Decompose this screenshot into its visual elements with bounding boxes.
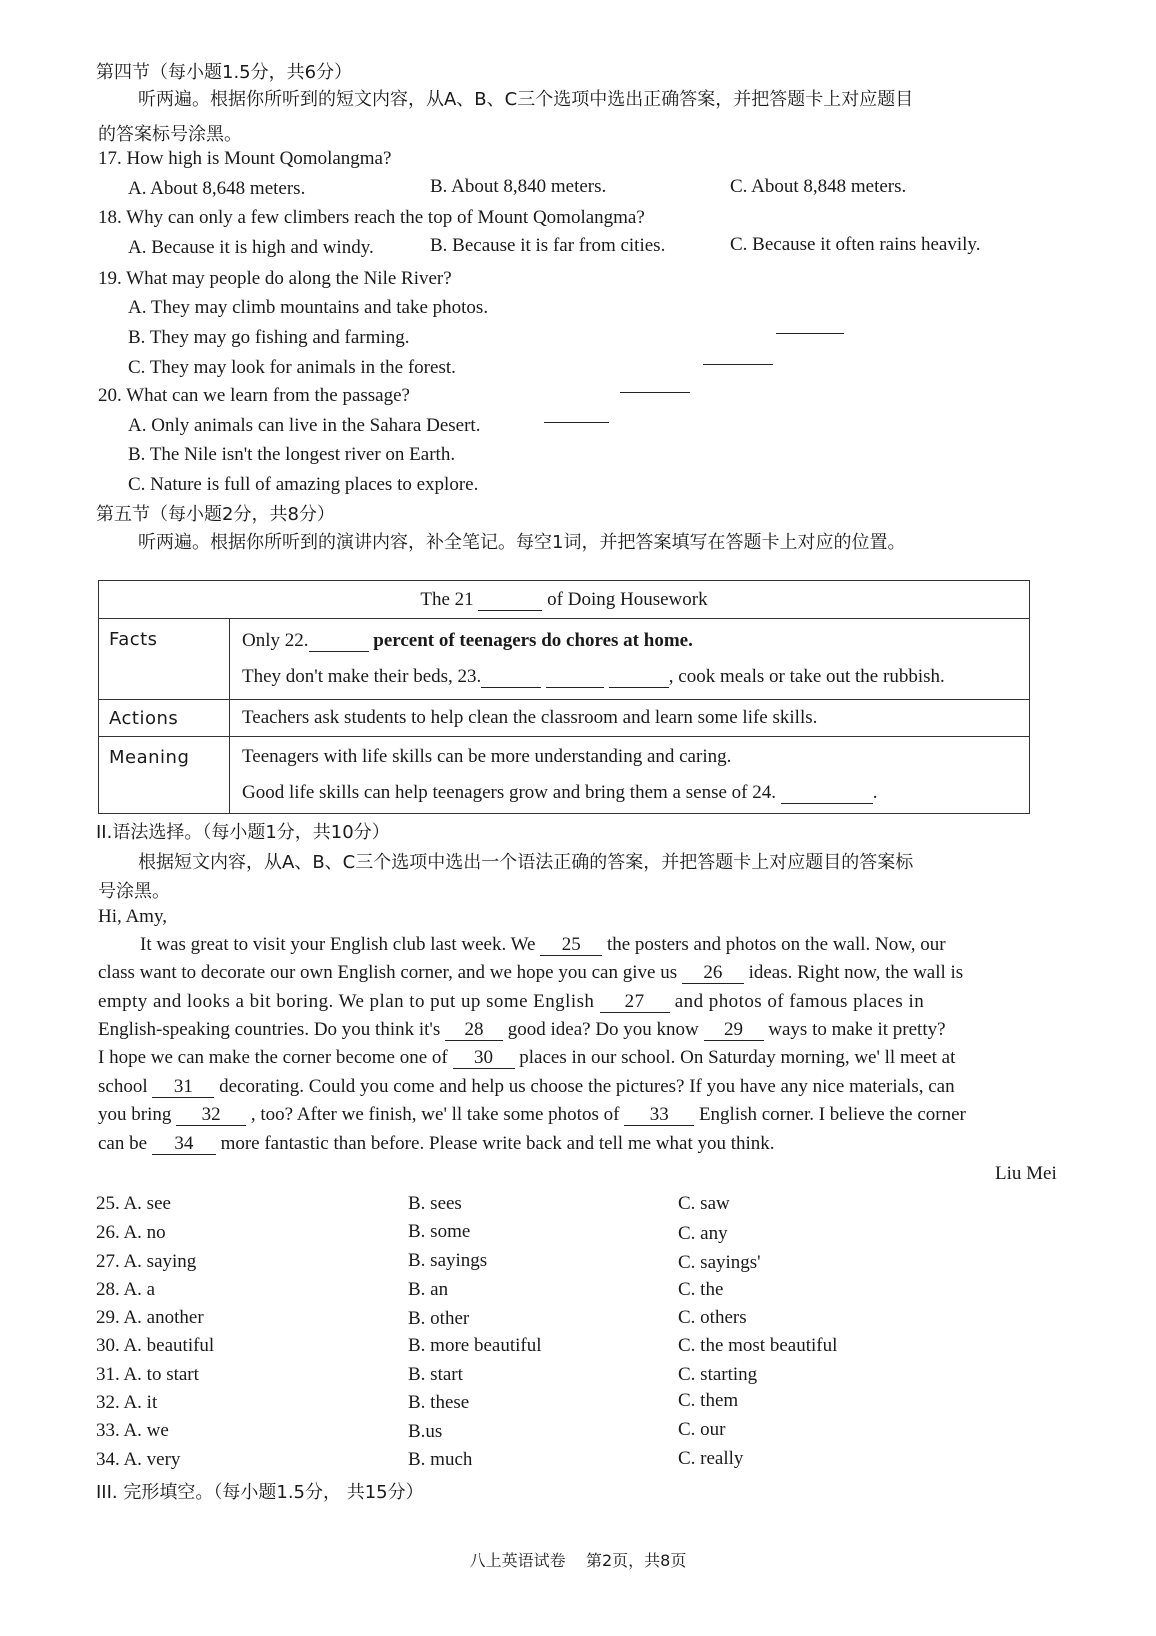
q18-option-a: A. Because it is high and windy. [128, 237, 374, 258]
option-row-33-c: C. our [678, 1419, 726, 1440]
q19-option-c: C. They may look for animals in the forest. [128, 357, 456, 378]
passage-line-8 [98, 1133, 775, 1155]
passage-text: the posters and photos on the wall. Now, our [606, 934, 946, 955]
section4-instructions-line1: 听两遍。根据你所听到的短文内容，从A、B、C三个选项中选出正确答案，并把答题卡上对应题目 [138, 89, 914, 110]
option-row-26-b: B. some [408, 1221, 471, 1242]
option-row-27-c: C. sayings' [678, 1252, 761, 1273]
section4-instructions-line2: 的答案标号涂黑。 [98, 124, 242, 145]
q18-option-c: C. Because it often rains heavily. [730, 234, 981, 255]
q20-option-c: C. Nature is full of amazing places to explore. [128, 474, 479, 495]
blank-31: 31 [152, 1077, 214, 1098]
q18-option-b: B. Because it is far from cities. [430, 235, 666, 256]
passage-line-2 [98, 962, 963, 984]
option-row-31-a: 31. A. to start [96, 1364, 199, 1385]
option-row-34-a: 34. A. very [96, 1449, 181, 1470]
option-row-32-c: C. them [678, 1390, 739, 1411]
passage-line-1 [140, 934, 946, 956]
passage-text: can be [98, 1133, 152, 1154]
passage-text: English corner. I believe the corner [698, 1104, 966, 1125]
option-row-28-a: 28. A. a [96, 1279, 156, 1300]
part2-instructions-line1: 根据短文内容，从A、B、C三个选项中选出一个语法正确的答案，并把答题卡上对应题目的答案标 [138, 852, 914, 873]
passage-text: good idea? Do you know [507, 1019, 704, 1040]
meaning-cell [230, 737, 1030, 814]
passage-line-4 [98, 1019, 946, 1041]
answer-blank-line [703, 364, 773, 365]
actions-label: Actions [99, 700, 230, 737]
actions-line-1: Teachers ask students to help clean the classroom and learn some life skills. [242, 707, 818, 728]
option-row-34-c: C. really [678, 1448, 744, 1469]
blank-32: 32 [176, 1105, 246, 1126]
facts-line-1 [230, 623, 1029, 659]
notes-table [98, 580, 1030, 814]
blank-33: 33 [624, 1105, 694, 1126]
section4-heading: 第四节（每小题1.5分，共6分） [96, 62, 353, 83]
passage-text: , too? After we finish, we' ll take some photos of [250, 1104, 625, 1125]
q17-option-a: A. About 8,648 meters. [128, 178, 306, 199]
option-row-29-c: C. others [678, 1307, 747, 1328]
notes-table-title [99, 581, 1030, 619]
blank-34: 34 [152, 1134, 216, 1155]
question-19: 19. What may people do along the Nile River? [98, 268, 452, 289]
q17-option-c: C. About 8,848 meters. [730, 176, 907, 197]
blank-23b [546, 667, 604, 688]
meaning-line-1: Teenagers with life skills can be more understanding and caring. [242, 746, 732, 767]
actions-cell [230, 700, 1030, 737]
passage-text: and photos of famous places in [674, 991, 925, 1012]
passage-line-7 [98, 1104, 966, 1126]
option-row-29-a: 29. A. another [96, 1307, 204, 1328]
q20-option-b: B. The Nile isn't the longest river on Earth. [128, 444, 456, 465]
option-row-34-b: B. much [408, 1449, 473, 1470]
q17-option-b: B. About 8,840 meters. [430, 176, 607, 197]
passage-text: school [98, 1076, 153, 1097]
passage-text: ideas. Right now, the wall is [748, 962, 964, 983]
blank-24 [781, 783, 873, 804]
q20-option-a: A. Only animals can live in the Sahara Desert. [128, 415, 481, 436]
meaning-2-text: Good life skills can help teenagers grow and bring them a sense of 24. [242, 782, 776, 803]
passage-text: decorating. Could you come and help us choose the pictures? If you have any nice materials, can [219, 1076, 955, 1097]
option-row-28-b: B. an [408, 1279, 449, 1300]
option-row-33-a: 33. A. we [96, 1420, 169, 1441]
option-row-26-c: C. any [678, 1223, 728, 1244]
option-row-30-c: C. the most beautiful [678, 1335, 838, 1356]
q19-option-a: A. They may climb mountains and take photos. [128, 297, 489, 318]
facts-2-text: They don't make their beds, 23. [242, 666, 482, 687]
answer-blank-line [544, 422, 609, 423]
blank-29: 29 [704, 1020, 764, 1041]
blank-23c [609, 667, 669, 688]
option-row-32-a: 32. A. it [96, 1392, 158, 1413]
q19-option-b: B. They may go fishing and farming. [128, 327, 410, 348]
passage-text: you bring [98, 1104, 177, 1125]
blank-22 [309, 631, 369, 652]
section5-instructions: 听两遍。根据你所听到的演讲内容，补全笔记。每空1词，并把答案填写在答题卡上对应的位置。 [138, 532, 906, 553]
passage-text: more fantastic than before. Please write back and tell me what you think. [220, 1133, 775, 1154]
facts-1-text: Only 22. [242, 630, 309, 651]
option-row-31-b: B. start [408, 1364, 463, 1385]
passage-text: class want to decorate our own English corner, and we hope you can give us [98, 962, 682, 983]
option-row-29-b: B. other [408, 1308, 470, 1329]
part3-heading: III. 完形填空。（每小题1.5分， 共15分） [96, 1482, 424, 1503]
option-row-25-a: 25. A. see [96, 1193, 171, 1214]
passage-text: I hope we can make the corner become one of [98, 1047, 453, 1068]
letter-greeting: Hi, Amy, [98, 906, 167, 927]
option-row-28-c: C. the [678, 1279, 724, 1300]
meaning-2-suffix: . [872, 782, 878, 803]
page-footer: 八上英语试卷 第2页，共8页 [469, 1551, 687, 1570]
passage-line-6 [98, 1076, 955, 1098]
question-20: 20. What can we learn from the passage? [98, 385, 410, 406]
blank-25: 25 [540, 935, 602, 956]
blank-30: 30 [453, 1048, 515, 1069]
option-row-31-c: C. starting [678, 1364, 758, 1385]
passage-line-3 [98, 991, 924, 1013]
option-row-32-b: B. these [408, 1392, 470, 1413]
option-row-27-b: B. sayings [408, 1250, 488, 1271]
option-row-25-b: B. sees [408, 1193, 462, 1214]
answer-blank-line [776, 333, 844, 334]
option-row-26-a: 26. A. no [96, 1222, 166, 1243]
passage-text: English-speaking countries. Do you think it's [98, 1019, 445, 1040]
passage-text: It was great to visit your English club last week. We [140, 934, 541, 955]
passage-text: places in our school. On Saturday morning, we' ll meet at [519, 1047, 956, 1068]
facts-1-bold-text: percent of teenagers do chores at home. [373, 630, 693, 651]
blank-28: 28 [445, 1020, 503, 1041]
table-title-suffix: of Doing Housework [547, 589, 708, 610]
option-row-27-a: 27. A. saying [96, 1251, 197, 1272]
passage-text: empty and looks a bit boring. We plan to put up some English [98, 991, 600, 1012]
option-row-30-b: B. more beautiful [408, 1335, 542, 1356]
blank-23a [481, 667, 541, 688]
question-18: 18. Why can only a few climbers reach the top of Mount Qomolangma? [98, 207, 645, 228]
passage-line-5 [98, 1047, 955, 1069]
answer-blank-line [620, 392, 690, 393]
letter-signature: Liu Mei [995, 1163, 1057, 1184]
facts-2-suffix: , cook meals or take out the rubbish. [668, 666, 945, 687]
section5-heading: 第五节（每小题2分，共8分） [96, 504, 335, 525]
meaning-line-2 [230, 775, 1029, 811]
table-title-prefix: The 21 [420, 589, 474, 610]
facts-cell [230, 619, 1030, 700]
question-17: 17. How high is Mount Qomolangma? [98, 148, 392, 169]
facts-line-2 [230, 659, 1029, 695]
part2-heading: II.语法选择。（每小题1分，共10分） [96, 822, 390, 843]
blank-27: 27 [600, 992, 670, 1013]
option-row-33-b: B.us [408, 1421, 443, 1442]
part2-instructions-line2: 号涂黑。 [98, 881, 170, 902]
facts-label: Facts [99, 619, 230, 700]
option-row-25-c: C. saw [678, 1193, 730, 1214]
meaning-label: Meaning [99, 737, 230, 814]
passage-text: ways to make it pretty? [768, 1019, 946, 1040]
blank-26: 26 [682, 963, 744, 984]
option-row-30-a: 30. A. beautiful [96, 1335, 215, 1356]
blank-21 [478, 590, 542, 611]
